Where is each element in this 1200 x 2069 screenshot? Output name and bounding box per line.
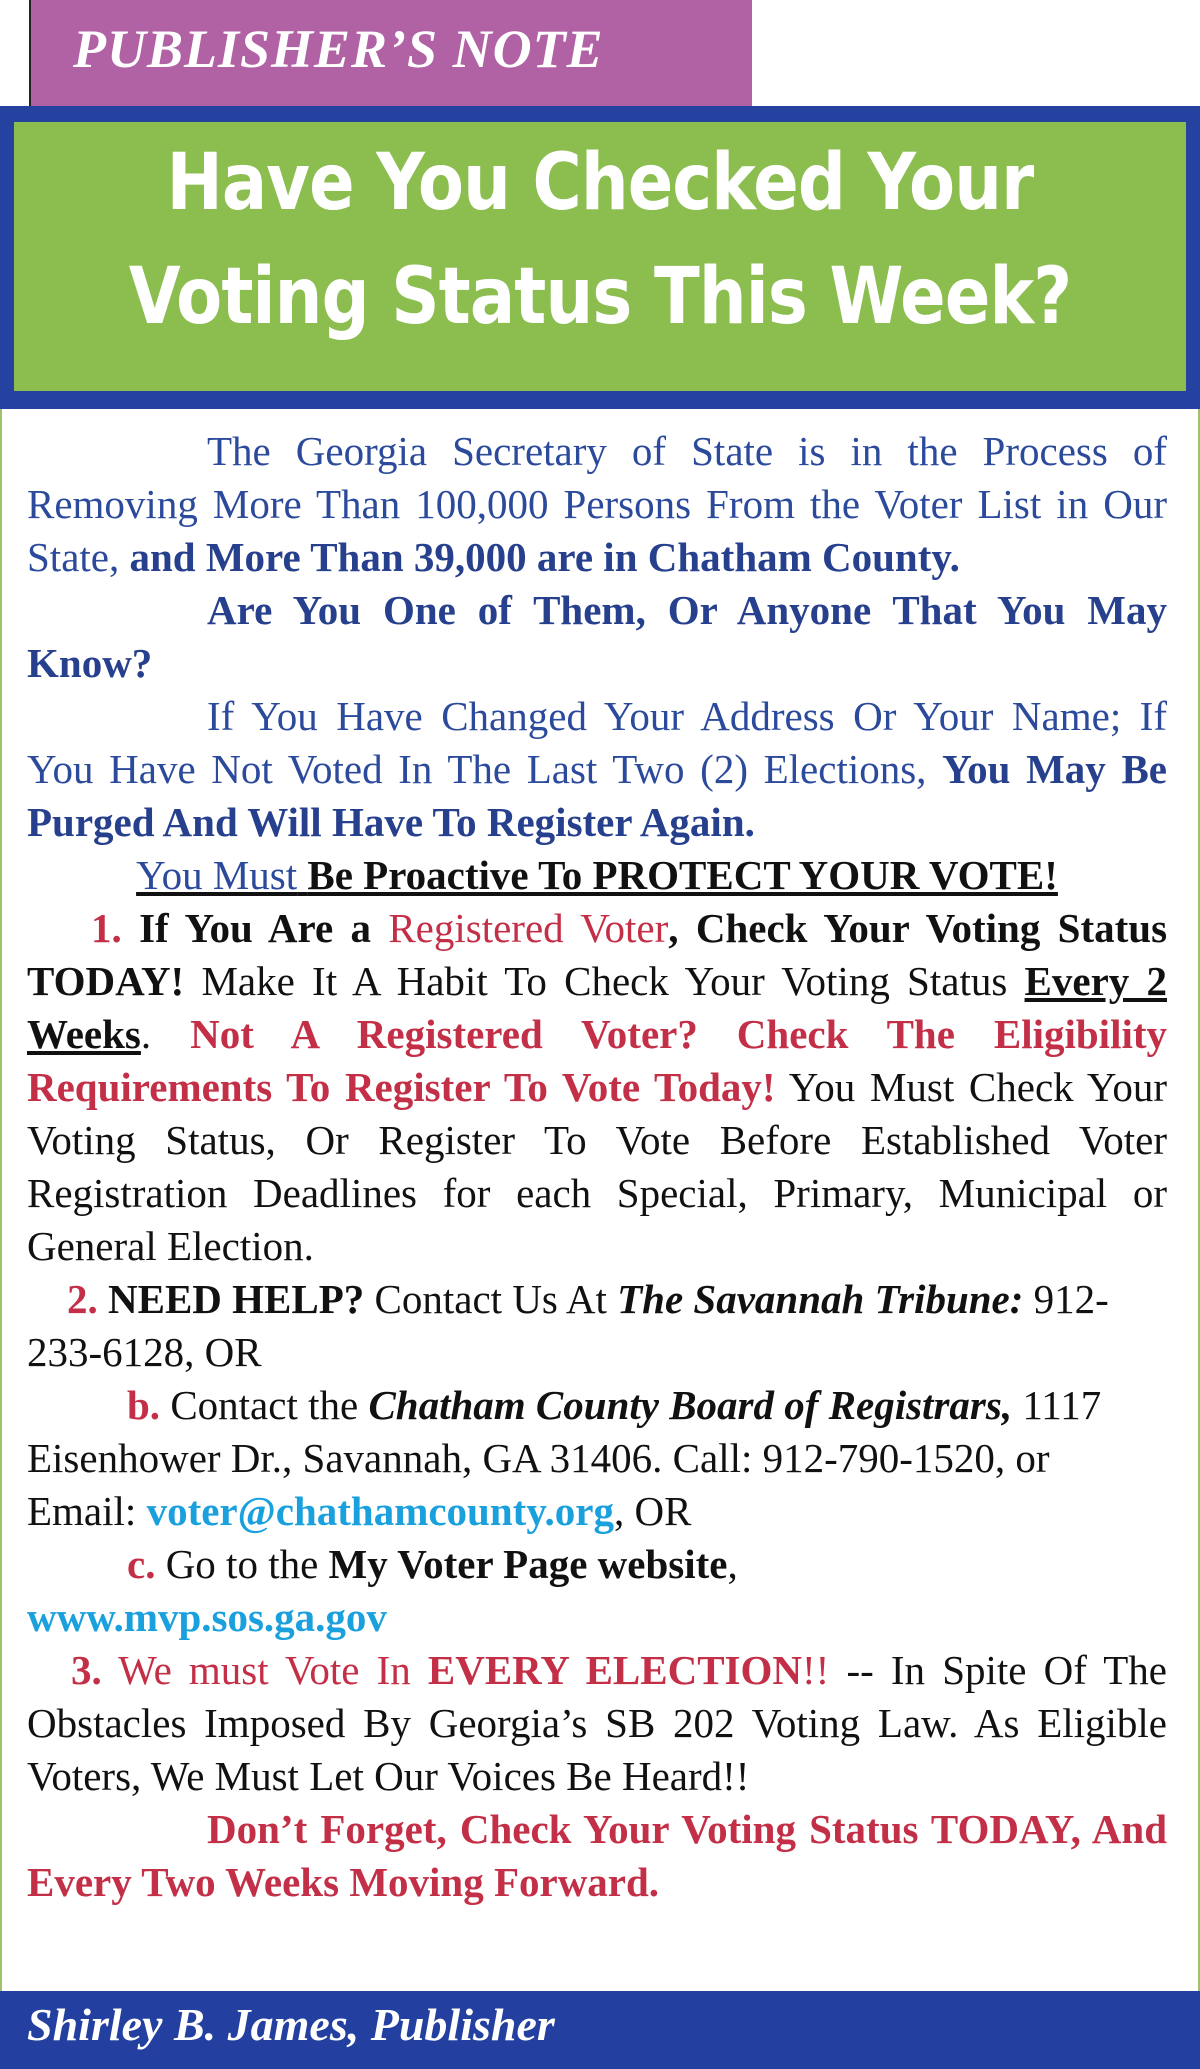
purge-paragraph: If You Have Changed Your Address Or Your Name; If You Have Not Voted In The Last Two (2) Elections, You May Be Purged And Will Have To Register Again. bbox=[27, 693, 1167, 845]
article-body bbox=[27, 425, 1167, 1909]
registrar-email-link[interactable]: voter@chathamcounty.org bbox=[146, 1488, 614, 1534]
protect-vote-line: You Must Be Proactive To PROTECT YOUR VOTE! bbox=[136, 852, 1058, 898]
publishers-note-label: PUBLISHER’S NOTE bbox=[73, 19, 604, 79]
closing-reminder: Don’t Forget, Check Your Voting Status TODAY, And Every Two Weeks Moving Forward. bbox=[27, 1806, 1167, 1905]
tab-edge-line bbox=[29, 0, 31, 108]
publisher-signature: Shirley B. James, Publisher bbox=[27, 1999, 555, 2050]
headline-line-1: Have You Checked Your bbox=[166, 138, 1034, 228]
my-voter-page-link[interactable]: www.mvp.sos.ga.gov bbox=[27, 1594, 387, 1640]
intro-paragraph: The Georgia Secretary of State is in the Process of Removing More Than 100,000 Persons From the Voter List in Our State, and More Than 39,000 are in Chatham County. bbox=[27, 428, 1167, 580]
item-2: 2. NEED HELP? Contact Us At The Savannah Tribune: 912-233-6128, OR bbox=[27, 1276, 1109, 1375]
mvp-url-line bbox=[27, 1591, 1167, 1644]
item-2c: c. Go to the My Voter Page website, bbox=[127, 1541, 738, 1587]
question-paragraph: Are You One of Them, Or Anyone That You May Know? bbox=[27, 587, 1167, 686]
headline-title bbox=[96, 126, 1104, 354]
item-1: 1. If You Are a Registered Voter, Check Your Voting Status TODAY! Make It A Habit To Check Your Voting Status Every 2 Weeks. Not A Registered Voter? Check The Eligibility Requirements To Register To Vote Today! You Must Check Your Voting Status, Or Register To Vote Before Established Voter Registration Deadlines for each Special, Primary, Municipal or General Election. bbox=[27, 905, 1168, 1269]
item-2b: b. Contact the Chatham County Board of Registrars, 1117 Eisenhower Dr., Savannah, GA 31406. Call: 912-790-1520, or Email: voter@chathamcounty.org, OR bbox=[27, 1382, 1102, 1534]
headline-line-2: Voting Status This Week? bbox=[128, 252, 1072, 342]
item-3: 3. We must Vote In EVERY ELECTION!! -- In Spite Of The Obstacles Imposed By Georgia’s SB 202 Voting Law. As Eligible Voters, We Must Let Our Voices Be Heard!! bbox=[27, 1647, 1168, 1799]
